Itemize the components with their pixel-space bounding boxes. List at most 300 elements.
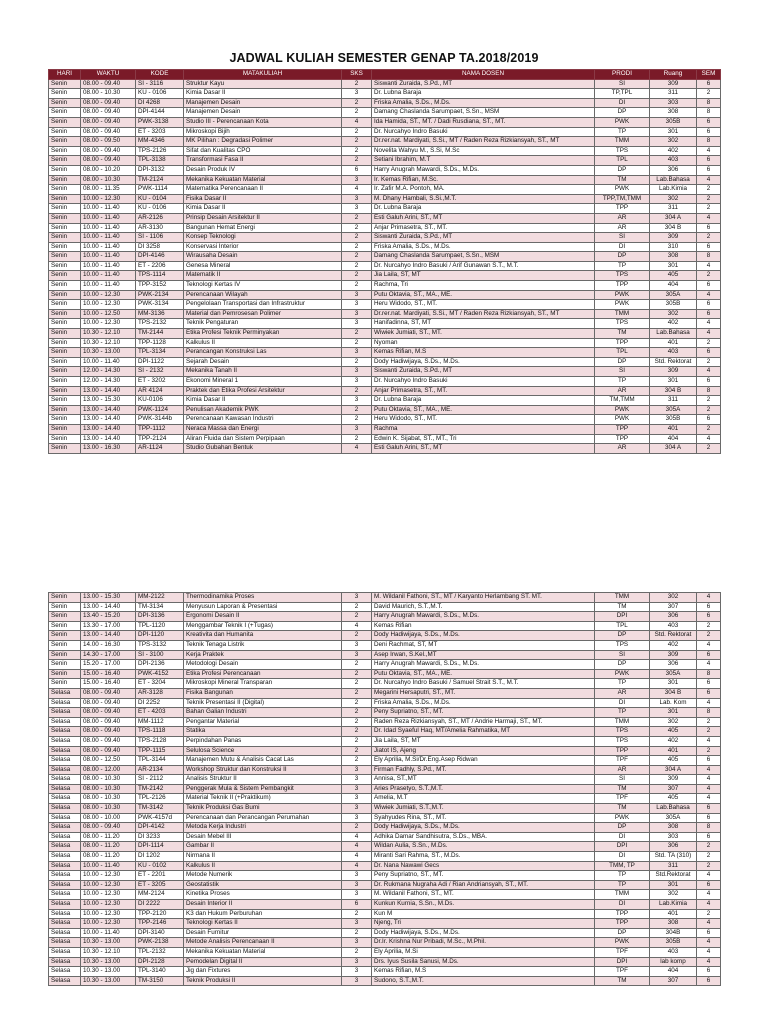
table-row: [49, 357, 721, 367]
cell-sks: 3: [342, 319, 372, 329]
table-row: [49, 367, 721, 377]
table-row: [49, 765, 721, 775]
cell-ruang: 405: [650, 794, 697, 804]
cell-kode: ET - 2201: [136, 871, 184, 881]
cell-sem: 6: [697, 928, 721, 938]
table-row: [49, 281, 721, 291]
cell-waktu: 10.00 - 11.40: [81, 861, 136, 871]
cell-sem: 4: [697, 784, 721, 794]
cell-sks: 2: [342, 746, 372, 756]
cell-ruang: 305B: [650, 300, 697, 310]
cell-matakuliah: Konsep Teknologi: [184, 233, 342, 243]
cell-sem: 6: [697, 281, 721, 291]
cell-nama-dosen: Dr. Nurcahyo Indro Basuki / Samuel Strait S.T., M.T.: [372, 679, 595, 689]
cell-nama-dosen: Novelita Wahyu M., S.Si, M.Sc: [372, 146, 595, 156]
cell-hari: Senin: [49, 309, 81, 319]
cell-sks: 2: [342, 127, 372, 137]
cell-nama-dosen: Dody Hadiwijaya, S.Ds., M.Ds.: [372, 823, 595, 833]
cell-nama-dosen: Annisa, ST.,MT: [372, 775, 595, 785]
cell-nama-dosen: Rachma, Tri: [372, 281, 595, 291]
cell-sks: 3: [342, 300, 372, 310]
cell-sks: 2: [342, 261, 372, 271]
table-row: [49, 813, 721, 823]
cell-prodi: AR: [595, 386, 650, 396]
cell-kode: MM-4346: [136, 137, 184, 147]
cell-matakuliah: Mikroskopi Bijih: [184, 127, 342, 137]
cell-kode: AR-3130: [136, 223, 184, 233]
cell-nama-dosen: Siswanti Zuraida, S.Pd., MT: [372, 233, 595, 243]
cell-sem: 4: [697, 329, 721, 339]
cell-sem: 6: [697, 223, 721, 233]
cell-prodi: SI: [595, 775, 650, 785]
cell-sem: 2: [697, 717, 721, 727]
cell-hari: Senin: [49, 252, 81, 262]
cell-prodi: TM: [595, 976, 650, 986]
header-ruang: Ruang: [650, 70, 697, 80]
cell-ruang: 311: [650, 861, 697, 871]
cell-matakuliah: Etika Profesi Teknik Perminyakan: [184, 329, 342, 339]
cell-nama-dosen: Firman Fadhly, S.Pd., MT.: [372, 765, 595, 775]
cell-ruang: Lab.Kimia: [650, 900, 697, 910]
cell-nama-dosen: Harry Anugrah Mawardi, S.Ds., M.Ds.: [372, 165, 595, 175]
cell-kode: SI - 2112: [136, 775, 184, 785]
cell-hari: Senin: [49, 290, 81, 300]
cell-nama-dosen: Heru Widodo, ST., MT.: [372, 415, 595, 425]
cell-waktu: 10.00 - 11.40: [81, 252, 136, 262]
cell-hari: Selasa: [49, 823, 81, 833]
cell-sem: 2: [697, 357, 721, 367]
cell-sks: 4: [342, 621, 372, 631]
table-row: [49, 290, 721, 300]
cell-ruang: 311: [650, 204, 697, 214]
cell-prodi: AR: [595, 688, 650, 698]
table-row: [49, 804, 721, 814]
cell-prodi: DP: [595, 928, 650, 938]
cell-matakuliah: Desain Interior II: [184, 900, 342, 910]
cell-prodi: TPP: [595, 919, 650, 929]
cell-sem: 2: [697, 444, 721, 454]
cell-ruang: Lab. Kom: [650, 698, 697, 708]
cell-ruang: 309: [650, 79, 697, 89]
cell-prodi: SI: [595, 79, 650, 89]
schedule-table-bottom: [48, 592, 721, 986]
cell-matakuliah: Statika: [184, 727, 342, 737]
cell-sks: 4: [342, 842, 372, 852]
cell-ruang: Lab.Kimia: [650, 185, 697, 195]
cell-sks: 3: [342, 396, 372, 406]
cell-nama-dosen: Dr.rer.nat. Mardiyati, S.Si., MT / Raden Reza Rizkiansyah, ST., MT: [372, 137, 595, 147]
cell-sem: 2: [697, 396, 721, 406]
cell-waktu: 13.00 - 14.40: [81, 405, 136, 415]
table-row: [49, 890, 721, 900]
cell-waktu: 08.00 - 09.40: [81, 146, 136, 156]
cell-hari: Selasa: [49, 852, 81, 862]
cell-nama-dosen: Esti Galuh Arini, ST., MT: [372, 213, 595, 223]
cell-kode: TM-2144: [136, 329, 184, 339]
cell-sem: 4: [697, 736, 721, 746]
table-row: [49, 784, 721, 794]
cell-matakuliah: Thermodinamika Proses: [184, 593, 342, 603]
cell-sks: 3: [342, 89, 372, 99]
cell-hari: Senin: [49, 127, 81, 137]
cell-prodi: DP: [595, 108, 650, 118]
cell-ruang: Lab.Bahasa: [650, 804, 697, 814]
cell-sks: 3: [342, 967, 372, 977]
cell-ruang: 303: [650, 98, 697, 108]
table-row: [49, 377, 721, 387]
cell-prodi: TPP: [595, 204, 650, 214]
cell-matakuliah: Metode Analisis Perencanaan II: [184, 938, 342, 948]
cell-prodi: DI: [595, 698, 650, 708]
cell-ruang: 309: [650, 650, 697, 660]
cell-ruang: 401: [650, 746, 697, 756]
cell-sks: 2: [342, 679, 372, 689]
cell-waktu: 10.00 - 12.30: [81, 290, 136, 300]
cell-hari: Selasa: [49, 756, 81, 766]
cell-sks: 3: [342, 640, 372, 650]
cell-ruang: Std. Rektorat: [650, 631, 697, 641]
cell-prodi: PWK: [595, 669, 650, 679]
cell-nama-dosen: Raden Reza Rizkiansyah, ST., MT / Andrie Harmaji, ST., MT.: [372, 717, 595, 727]
cell-waktu: 08.00 - 11.35: [81, 185, 136, 195]
cell-sks: 3: [342, 424, 372, 434]
cell-prodi: SI: [595, 367, 650, 377]
cell-sem: 6: [697, 415, 721, 425]
cell-sks: 2: [342, 233, 372, 243]
cell-hari: Senin: [49, 338, 81, 348]
cell-prodi: AR: [595, 444, 650, 454]
cell-kode: PWK-3144b: [136, 415, 184, 425]
cell-ruang: 401: [650, 424, 697, 434]
cell-nama-dosen: Dr.Ir. Krishna Nur Pribadi, M.Sc., M.Phil.: [372, 938, 595, 948]
cell-matakuliah: Desain Furnitur: [184, 928, 342, 938]
table-row: [49, 688, 721, 698]
cell-prodi: TMM: [595, 717, 650, 727]
cell-waktu: 10.30 - 12.10: [81, 338, 136, 348]
cell-sks: 3: [342, 976, 372, 986]
cell-waktu: 10.30 - 12.10: [81, 329, 136, 339]
cell-sem: 2: [697, 909, 721, 919]
cell-matakuliah: Gambar II: [184, 842, 342, 852]
cell-hari: Senin: [49, 396, 81, 406]
cell-nama-dosen: Esti Galuh Arini, ST., MT: [372, 444, 595, 454]
cell-kode: TM-2142: [136, 784, 184, 794]
cell-sem: 6: [697, 832, 721, 842]
cell-waktu: 10.00 - 11.40: [81, 261, 136, 271]
header-sks: SKS: [342, 70, 372, 80]
cell-hari: Selasa: [49, 784, 81, 794]
table-row: [49, 621, 721, 631]
cell-waktu: 10.00 - 11.40: [81, 213, 136, 223]
cell-nama-dosen: Ely Aprilia, M.Si: [372, 947, 595, 957]
cell-waktu: 08.00 - 10.30: [81, 784, 136, 794]
cell-matakuliah: Studio III - Perencanaan Kota: [184, 117, 342, 127]
cell-waktu: 08.00 - 11.20: [81, 852, 136, 862]
cell-waktu: 10.00 - 12.30: [81, 194, 136, 204]
cell-nama-dosen: Edwin K. Sijabat, ST., MT., Tri: [372, 434, 595, 444]
cell-nama-dosen: M. Wildanil Fathoni, ST., MT.: [372, 890, 595, 900]
cell-waktu: 10.00 - 12.30: [81, 919, 136, 929]
cell-kode: TPS-1118: [136, 727, 184, 737]
table-row: [49, 900, 721, 910]
cell-kode: KU-0106: [136, 396, 184, 406]
cell-waktu: 13.00 - 14.40: [81, 424, 136, 434]
cell-matakuliah: Etika Profesi Perencanaan: [184, 669, 342, 679]
header-waktu: WAKTU: [81, 70, 136, 80]
cell-hari: Senin: [49, 156, 81, 166]
cell-waktu: 13.00 - 14.40: [81, 602, 136, 612]
table-row: [49, 756, 721, 766]
cell-prodi: TM: [595, 784, 650, 794]
cell-sks: 3: [342, 367, 372, 377]
cell-sem: 8: [697, 108, 721, 118]
cell-hari: Senin: [49, 165, 81, 175]
cell-hari: Senin: [49, 631, 81, 641]
cell-nama-dosen: Syahyudes Rina, ST., MT.: [372, 813, 595, 823]
cell-hari: Senin: [49, 79, 81, 89]
cell-sks: 4: [342, 444, 372, 454]
table-row: [49, 669, 721, 679]
table-row: [49, 938, 721, 948]
cell-sks: 3: [342, 919, 372, 929]
cell-kode: ET - 3204: [136, 679, 184, 689]
cell-nama-dosen: Setiani Ibrahim, M.T: [372, 156, 595, 166]
cell-hari: Selasa: [49, 727, 81, 737]
table-row: [49, 640, 721, 650]
cell-kode: AR-3128: [136, 688, 184, 698]
header-sem: SEM: [697, 70, 721, 80]
cell-sks: 2: [342, 947, 372, 957]
cell-matakuliah: Matematik II: [184, 271, 342, 281]
cell-waktu: 10.30 - 13.00: [81, 348, 136, 358]
cell-waktu: 13.00 - 14.40: [81, 631, 136, 641]
cell-hari: Selasa: [49, 842, 81, 852]
cell-matakuliah: Ergonomi Desain II: [184, 612, 342, 622]
cell-hari: Selasa: [49, 861, 81, 871]
cell-sem: 2: [697, 842, 721, 852]
cell-matakuliah: Teknik Produksi Gas Bumi: [184, 804, 342, 814]
cell-hari: Selasa: [49, 938, 81, 948]
cell-ruang: 405: [650, 727, 697, 737]
table-row: [49, 909, 721, 919]
table-row: [49, 98, 721, 108]
cell-ruang: 302: [650, 194, 697, 204]
cell-prodi: TM: [595, 602, 650, 612]
cell-prodi: DI: [595, 900, 650, 910]
cell-hari: Senin: [49, 612, 81, 622]
cell-hari: Selasa: [49, 794, 81, 804]
cell-nama-dosen: Friska Amalia, S.Ds., M.Ds.: [372, 698, 595, 708]
cell-waktu: 08.00 - 09.40: [81, 108, 136, 118]
cell-prodi: TPP: [595, 424, 650, 434]
cell-nama-dosen: Ir. Kemas Rifian, M.Sc.: [372, 175, 595, 185]
cell-sem: 6: [697, 117, 721, 127]
cell-matakuliah: Sejarah Desain: [184, 357, 342, 367]
cell-matakuliah: Mekanika Kekuatan Material: [184, 175, 342, 185]
cell-waktu: 10.00 - 11.40: [81, 223, 136, 233]
cell-sks: 3: [342, 194, 372, 204]
cell-sks: 3: [342, 957, 372, 967]
cell-waktu: 10.30 - 13.00: [81, 967, 136, 977]
cell-matakuliah: Matematika Perencanaan II: [184, 185, 342, 195]
cell-ruang: 301: [650, 377, 697, 387]
cell-ruang: 402: [650, 640, 697, 650]
table-row: [49, 612, 721, 622]
table-row: [49, 650, 721, 660]
cell-sks: 3: [342, 348, 372, 358]
cell-sks: 2: [342, 156, 372, 166]
cell-nama-dosen: Putu Oktavia, ST., MA., ME.: [372, 290, 595, 300]
cell-sem: 4: [697, 794, 721, 804]
cell-kode: ET - 3203: [136, 127, 184, 137]
cell-kode: MM-3136: [136, 309, 184, 319]
cell-ruang: 307: [650, 602, 697, 612]
cell-sks: 3: [342, 938, 372, 948]
cell-kode: PWK-1114: [136, 185, 184, 195]
cell-hari: Selasa: [49, 804, 81, 814]
cell-matakuliah: Genesa Mineral: [184, 261, 342, 271]
cell-waktu: 08.00 - 12.50: [81, 756, 136, 766]
cell-sem: 6: [697, 756, 721, 766]
cell-matakuliah: MK Pilihan : Degradasi Polimer: [184, 137, 342, 147]
header-matakuliah: MATAKULIAH: [184, 70, 342, 80]
cell-kode: DPI-4146: [136, 252, 184, 262]
cell-prodi: TPP: [595, 338, 650, 348]
cell-sks: 2: [342, 271, 372, 281]
cell-ruang: 311: [650, 396, 697, 406]
cell-hari: Senin: [49, 434, 81, 444]
cell-kode: TPL-2132: [136, 947, 184, 957]
table-row: [49, 823, 721, 833]
cell-matakuliah: Perencanaan Kawasan Industri: [184, 415, 342, 425]
cell-matakuliah: Geostatistik: [184, 880, 342, 890]
cell-sem: 4: [697, 947, 721, 957]
table-row: [49, 213, 721, 223]
cell-ruang: 404: [650, 967, 697, 977]
cell-prodi: PWK: [595, 117, 650, 127]
cell-sks: 2: [342, 242, 372, 252]
cell-nama-dosen: Jiatot IS, Ajeng: [372, 746, 595, 756]
cell-waktu: 08.00 - 10.30: [81, 804, 136, 814]
cell-hari: Senin: [49, 602, 81, 612]
cell-matakuliah: Studio Gubahan Bentuk: [184, 444, 342, 454]
cell-matakuliah: Perancangan Konstruksi Las: [184, 348, 342, 358]
cell-matakuliah: K3 dan Hukum Perburuhan: [184, 909, 342, 919]
cell-ruang: 305B: [650, 938, 697, 948]
cell-nama-dosen: Anjar Primasetra, ST., MT.: [372, 386, 595, 396]
cell-ruang: 405: [650, 756, 697, 766]
cell-nama-dosen: Ir. Zafir M.A. Pontoh, MA.: [372, 185, 595, 195]
cell-nama-dosen: Asep Irwan, S.Kel.,MT: [372, 650, 595, 660]
cell-sem: 4: [697, 640, 721, 650]
table-row: [49, 175, 721, 185]
cell-waktu: 15.00 - 16.40: [81, 669, 136, 679]
cell-kode: PWK-4152: [136, 669, 184, 679]
cell-prodi: DI: [595, 832, 650, 842]
cell-nama-dosen: Amelia, M.T: [372, 794, 595, 804]
cell-matakuliah: Perencanaan Wilayah: [184, 290, 342, 300]
table-row: [49, 338, 721, 348]
cell-sem: 6: [697, 813, 721, 823]
cell-sks: 3: [342, 813, 372, 823]
table-row: [49, 117, 721, 127]
cell-waktu: 08.00 - 09.40: [81, 727, 136, 737]
cell-hari: Senin: [49, 348, 81, 358]
cell-prodi: TPS: [595, 736, 650, 746]
cell-matakuliah: Prinsip Desain Arsitektur II: [184, 213, 342, 223]
cell-kode: SI - 2132: [136, 367, 184, 377]
cell-hari: Selasa: [49, 765, 81, 775]
cell-hari: Senin: [49, 386, 81, 396]
cell-hari: Senin: [49, 185, 81, 195]
cell-prodi: TPF: [595, 756, 650, 766]
cell-sks: 4: [342, 185, 372, 195]
cell-sks: 3: [342, 175, 372, 185]
cell-matakuliah: Pengelolaan Transportasi dan Infrastruktur: [184, 300, 342, 310]
cell-matakuliah: Manajemen Mutu & Analisis Cacat Las: [184, 756, 342, 766]
table-header-row: [49, 70, 721, 80]
cell-prodi: SI: [595, 233, 650, 243]
cell-sem: 8: [697, 708, 721, 718]
cell-nama-dosen: Dr. Nana Nawawi Gecs: [372, 861, 595, 871]
cell-matakuliah: Mikroskopi Mineral Transparan: [184, 679, 342, 689]
cell-nama-dosen: Putu Oktavia, ST., MA., ME.: [372, 669, 595, 679]
cell-hari: Senin: [49, 650, 81, 660]
cell-sem: 4: [697, 367, 721, 377]
cell-prodi: DI: [595, 98, 650, 108]
cell-sem: 8: [697, 98, 721, 108]
cell-sem: 4: [697, 938, 721, 948]
cell-matakuliah: Workshop Struktur dan Konstruksi II: [184, 765, 342, 775]
cell-nama-dosen: Deni Rachmat, ST, MT: [372, 640, 595, 650]
cell-ruang: 304 B: [650, 223, 697, 233]
cell-sks: 2: [342, 631, 372, 641]
cell-kode: AR 4124: [136, 386, 184, 396]
cell-prodi: TPF: [595, 794, 650, 804]
cell-sem: 6: [697, 804, 721, 814]
cell-prodi: DPI: [595, 842, 650, 852]
cell-ruang: 404: [650, 281, 697, 291]
cell-hari: Senin: [49, 329, 81, 339]
cell-kode: DPI-1114: [136, 842, 184, 852]
cell-kode: TPL-3134: [136, 348, 184, 358]
table-row: [49, 444, 721, 454]
cell-kode: DPI-4144: [136, 108, 184, 118]
cell-sks: 6: [342, 900, 372, 910]
table-row: [49, 717, 721, 727]
cell-sem: 2: [697, 204, 721, 214]
cell-hari: Senin: [49, 204, 81, 214]
header-nama-dosen: NAMA DOSEN: [372, 70, 595, 80]
cell-sks: 6: [342, 165, 372, 175]
cell-nama-dosen: Siswanti Zuraida, S.Pd., MT: [372, 79, 595, 89]
cell-sem: 8: [697, 252, 721, 262]
cell-ruang: 302: [650, 137, 697, 147]
cell-matakuliah: Material Teknik II (+Praktikum): [184, 794, 342, 804]
cell-sem: 4: [697, 919, 721, 929]
table-row: [49, 156, 721, 166]
cell-sem: 4: [697, 957, 721, 967]
cell-nama-dosen: Kemas Rifian, M.S: [372, 348, 595, 358]
cell-hari: Senin: [49, 640, 81, 650]
cell-hari: Senin: [49, 242, 81, 252]
cell-prodi: TPP: [595, 909, 650, 919]
table-row: [49, 794, 721, 804]
cell-waktu: 10.00 - 12.30: [81, 300, 136, 310]
cell-sem: 4: [697, 175, 721, 185]
cell-kode: DI 3233: [136, 832, 184, 842]
cell-sks: 3: [342, 290, 372, 300]
